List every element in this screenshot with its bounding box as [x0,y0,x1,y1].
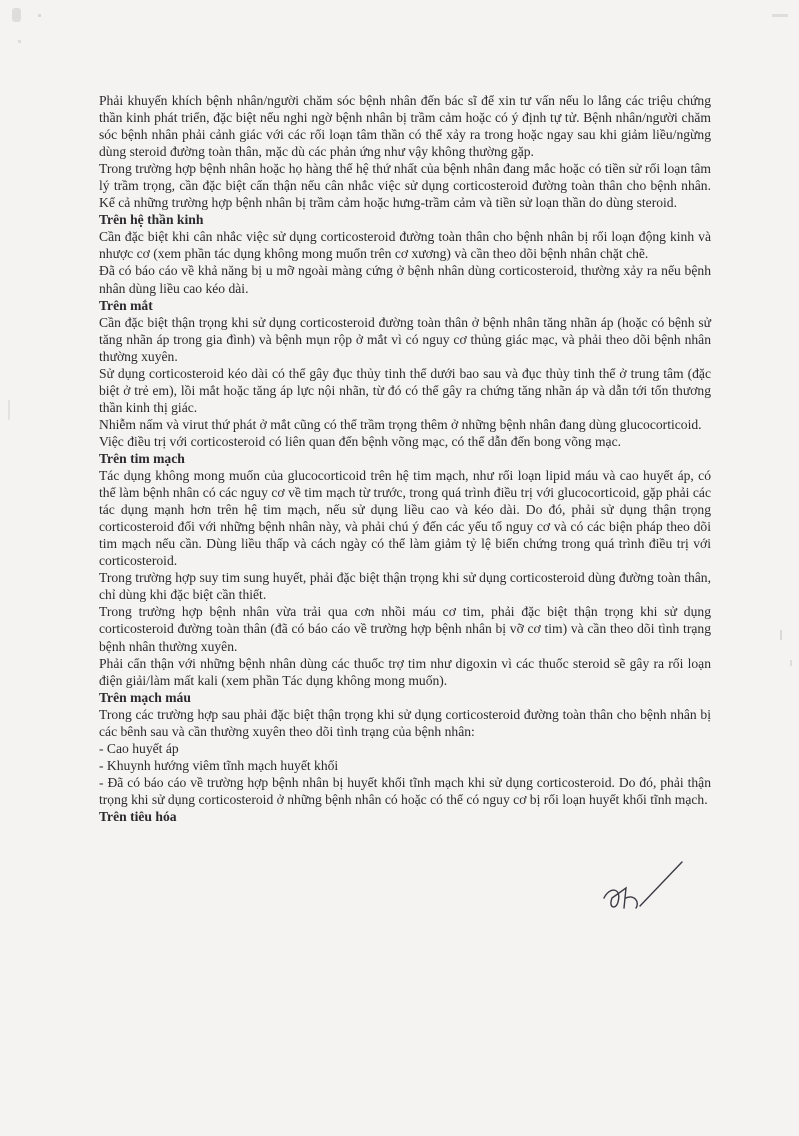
section-heading: Trên mắt [99,297,153,313]
list-item: - Cao huyết áp [99,740,179,756]
paragraph: Nhiễm nấm và virut thứ phát ở mắt cũng có thể trầm trọng thêm ở những bệnh nhân đang dùng glucocorticoid. [99,416,702,432]
paragraph: Trong trường hợp bệnh nhân vừa trải qua cơn nhồi máu cơ tim, phải đặc biệt thận trọng khi sử dụng corticosteroid đường toàn thân (đã có báo cáo về trường hợp bệnh nhân bị vỡ cơ tim) và cần theo dõi tình trạng bệnh nhân thường xuyên. [99,604,711,654]
paragraph: Phải khuyến khích bệnh nhân/người chăm sóc bệnh nhân đến bác sĩ để xin tư vấn nếu lo lắng các triệu chứng thần kinh phát triển, đặc biệt nếu nghi ngờ bệnh nhân bị trầm cảm hoặc có ý định tự tử. Bệnh nhân/người chăm sóc bệnh nhân phải cảnh giác với các rối loạn tâm thần có thể xảy ra trong hoặc ngay sau khi giảm liều/ngừng dùng steroid đường toàn thân, mặc dù các phản ứng như vậy không thường gặp. [99,93,711,160]
paragraph: Phải cẩn thận với những bệnh nhân dùng các thuốc trợ tim như digoxin vì các thuốc steroid sẽ gây ra rối loạn điện giải/làm mất kali (xem phần Tác dụng không mong muốn). [99,655,711,688]
section-heading: Trên tim mạch [99,450,185,466]
section-heading: Trên mạch máu [99,689,191,705]
scan-speck [18,40,21,43]
section-heading: Trên hệ thần kinh [99,212,204,228]
paragraph: Trong trường hợp suy tim sung huyết, phải đặc biệt thận trọng khi sử dụng corticosteroid dùng đường toàn thân, chỉ dùng khi đặc biệt cần thiết. [99,570,711,603]
paragraph: Đã có báo cáo về khả năng bị u mỡ ngoài màng cứng ở bệnh nhân dùng corticosteroid, thường xảy ra nếu bệnh nhân dùng liều cao kéo dài. [99,263,711,296]
handwritten-signature [596,858,686,928]
paragraph: - Đã có báo cáo về trường hợp bệnh nhân bị huyết khối tĩnh mạch khi sử dụng corticosteroid. Do đó, phải thận trọng khi sử dụng corticosteroid ở những bệnh nhân có hoặc có thể có nguy cơ bị rối loạn huyết khối tĩnh mạch. [99,774,711,807]
paragraph: Tác dụng không mong muốn của glucocorticoid trên hệ tim mạch, như rối loạn lipid máu và cao huyết áp, có thể làm bệnh nhân có các nguy cơ về tim mạch từ trước, trong quá trình điều trị với glucocorticoid, gặp phải các tác dụng mạnh hơn trên hệ tim mạch, nếu sử dụng liều cao và kéo dài. Do đó, phải sử dụng thận trọng corticosteroid đối với những bệnh nhân này, và phải chú ý đến các yếu tố nguy cơ và có các biện pháp theo dõi tim mạch nếu cần. Dùng liều thấp và cách ngày có thể làm giảm tỷ lệ biến chứng trong quá trình điều trị với corticosteroid. [99,468,711,569]
paragraph: Việc điều trị với corticosteroid có liên quan đến bệnh võng mạc, có thể dẫn đến bong võng mạc. [99,433,622,449]
scan-speck [780,630,782,640]
scan-speck [12,8,21,22]
paragraph: Sử dụng corticosteroid kéo dài có thể gây đục thủy tinh thể dưới bao sau và đục thủy tinh thể ở trung tâm (đặc biệt ở trẻ em), lồi mắt hoặc tăng áp lực nội nhãn, từ đó có thể gây ra chứng tăng nhãn áp và dẫn tới tổn thương thần kinh thị giác. [99,365,711,415]
paragraph: Trong các trường hợp sau phải đặc biệt thận trọng khi sử dụng corticosteroid đường toàn thân cho bệnh nhân bị các bênh sau và cần thường xuyên theo dõi tình trạng của bệnh nhân: [99,706,711,739]
paragraph: Cần đặc biệt thận trọng khi sử dụng corticosteroid đường toàn thân ở bệnh nhân tăng nhãn áp (hoặc có bệnh sử tăng nhãn áp trong gia đình) và bệnh mụn rộp ở mắt vì có nguy cơ thủng giác mạc, và phải theo dõi bệnh nhân thường xuyên. [99,314,711,364]
scan-speck [8,400,10,420]
document-body [99,92,711,825]
paragraph: Trong trường hợp bệnh nhân hoặc họ hàng thế hệ thứ nhất của bệnh nhân đang mắc hoặc có tiền sử rối loạn tâm lý trầm trọng, cần đặc biệt cẩn thận nếu cân nhắc việc sử dụng corticosteroid đường toàn thân cho bệnh nhân. Kể cả những trường hợp bệnh nhân bị trầm cảm hoặc hưng-trầm cảm và tiền sử loạn thần do dùng steroid. [99,161,711,211]
list-item: - Khuynh hướng viêm tĩnh mạch huyết khối [99,757,339,773]
section-heading: Trên tiêu hóa [99,808,177,824]
scan-speck [790,660,792,666]
paragraph: Cần đặc biệt khi cân nhắc việc sử dụng corticosteroid đường toàn thân cho bệnh nhân bị rối loạn động kinh và nhược cơ (xem phần tác dụng không mong muốn trên cơ xương) và cần theo dõi bệnh nhân chặt chẽ. [99,229,711,262]
scan-speck [772,14,788,17]
scan-speck [38,14,41,17]
